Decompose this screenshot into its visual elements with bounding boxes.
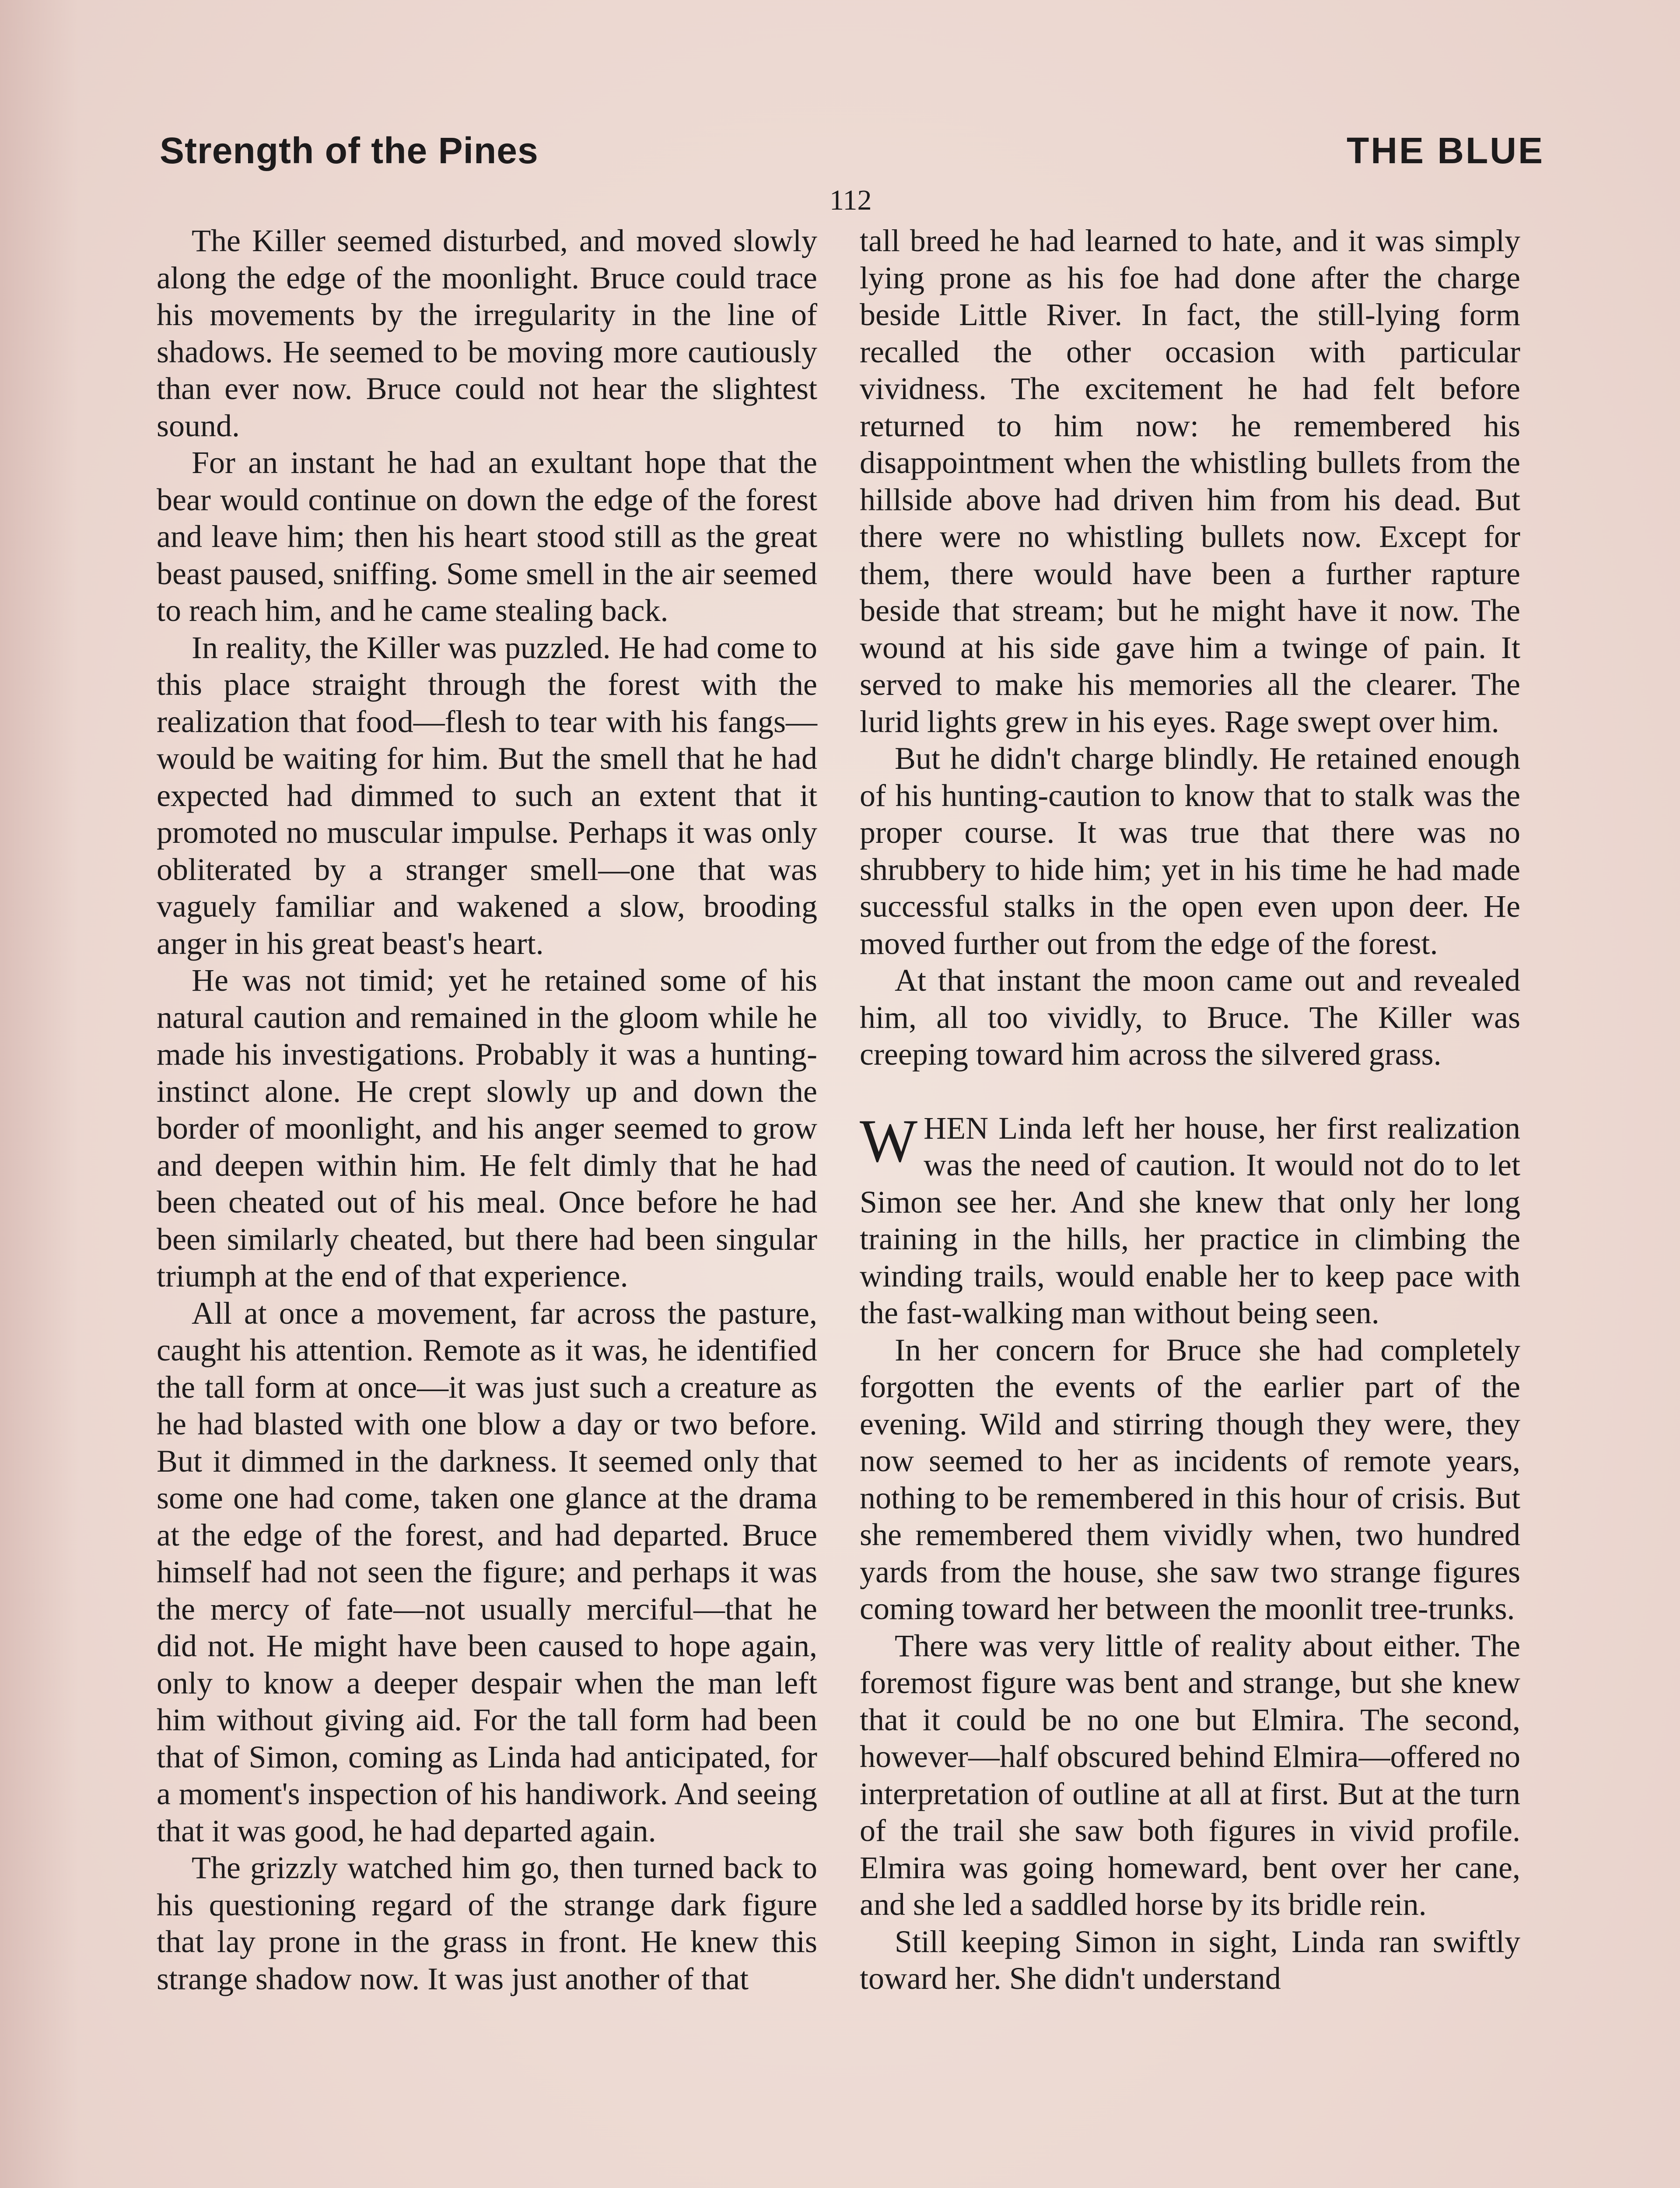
paragraph: The Killer seemed disturbed, and moved slowly along the edge of the moonlight. Bruce could trace his movements by the irregularity in the line of shadows. He seemed to be moving more cautiously than ever now. Bruce could not hear the slightest sound.: [157, 223, 817, 443]
paragraph: The grizzly watched him go, then turned back to his questioning regard of the strange dark figure that lay prone in the grass in front. He knew this strange shadow now. It was just another of that: [157, 1850, 817, 1996]
paragraph: He was not timid; yet he retained some of his natural caution and remained in the gloom while he made his investigations. Probably it was a hunting-instinct alone. He crept slowly up and down the border of moonlight, and his anger seemed to grow and deepen within him. He felt dimly that he had been cheated out of his meal. Once before he had been similarly cheated, but there had been singular triumph at the end of that experience.: [157, 963, 817, 1294]
paragraph: In reality, the Killer was puzzled. He had come to this place straight through the forest with the realization that food—flesh to tear with his fangs—would be waiting for him. But the smell that he had expected had dimmed to such an extent that it promoted no muscular impulse. Perhaps it was only obliterated by a stranger smell—one that was vaguely familiar and wakened a slow, brooding anger in his great beast's heart.: [157, 630, 817, 961]
paragraph: At that instant the moon came out and revealed him, all too vividly, to Bruce. The Killer was creeping toward him across the silvered grass.: [860, 963, 1520, 1072]
magazine-name: THE BLUE: [1347, 130, 1544, 171]
paragraph: Still keeping Simon in sight, Linda ran swiftly toward her. She didn't understand: [860, 1924, 1520, 1996]
paragraph: For an instant he had an exultant hope that the bear would continue on down the edge of the forest and leave him; then his heart stood still as the great beast paused, sniffing. Some smell in the air seemed to reach him, and he came stealing back.: [157, 445, 817, 628]
paragraph: All at once a movement, far across the pasture, caught his attention. Remote as it was, he identified the tall form at once—it was just such a creature as he had blasted with one blow a day or two before. But it dimmed in the darkness. It seemed only that some one had come, taken one glance at the drama at the edge of the forest, and had departed. Bruce himself had not seen the figure; and perhaps it was the mercy of fate—not usually merciful—that he did not. He might have been caused to hope again, only to know a deeper despair when the man left him without giving aid. For the tall form had been that of Simon, coming as Linda had anticipated, for a moment's inspection of his handiwork. And seeing that it was good, he had departed again.: [157, 1295, 817, 1848]
page-number: 112: [830, 184, 872, 216]
running-title: Strength of the Pines: [160, 130, 539, 171]
section-break: [860, 1073, 1520, 1110]
drop-cap: W: [860, 1107, 918, 1175]
left-column: [157, 222, 817, 1997]
paragraph: But he didn't charge blindly. He retained enough of his hunting-caution to know that to stalk was the proper course. It was true that there was no shrubbery to hide him; yet in his time he had made successful stalks in the open even upon deer. He moved further out from the edge of the forest.: [860, 741, 1520, 961]
right-column: [860, 222, 1520, 1997]
page-edge-shadow: [0, 0, 79, 2188]
paragraph: There was very little of reality about either. The foremost figure was bent and strange, but she knew that it could be no one but Elmira. The second, however—half obscured behind Elmira—offered no interpretation of outline at all at first. But at the turn of the trail she saw both figures in vivid profile. Elmira was going homeward, bent over her cane, and she led a saddled horse by its bridle rein.: [860, 1628, 1520, 1922]
section-opening-paragraph: [860, 1107, 1520, 1332]
opening-text: HEN Linda left her house, her first realization was the need of caution. It would not do to let Simon see her. And she knew that only her long training in the hills, her practice in climbing the winding trails, would enable her to keep pace with the fast-walking man without being seen.: [860, 1110, 1520, 1330]
continued-paragraph: tall breed he had learned to hate, and it was simply lying prone as his foe had done after the charge beside Little River. In fact, the still-lying form recalled the other occasion with particular vividness. The excitement he had felt before returned to him now: he remembered his disappointment when the whistling bullets from the hillside above had driven him from his dead. But there were no whistling bullets now. Except for them, there would have been a further rapture beside that stream; but he might have it now. The wound at his side gave him a twinge of pain. It served to make his memories all the clearer. The lurid lights grew in his eyes. Rage swept over him.: [860, 223, 1520, 739]
paragraph: In her concern for Bruce she had completely forgotten the events of the earlier part of the evening. Wild and stirring though they were, they now seemed to her as incidents of remote years, nothing to be remembered in this hour of crisis. But she remembered them vividly when, two hundred yards from the house, she saw two strange figures coming toward her between the moonlit tree-trunks.: [860, 1332, 1520, 1626]
